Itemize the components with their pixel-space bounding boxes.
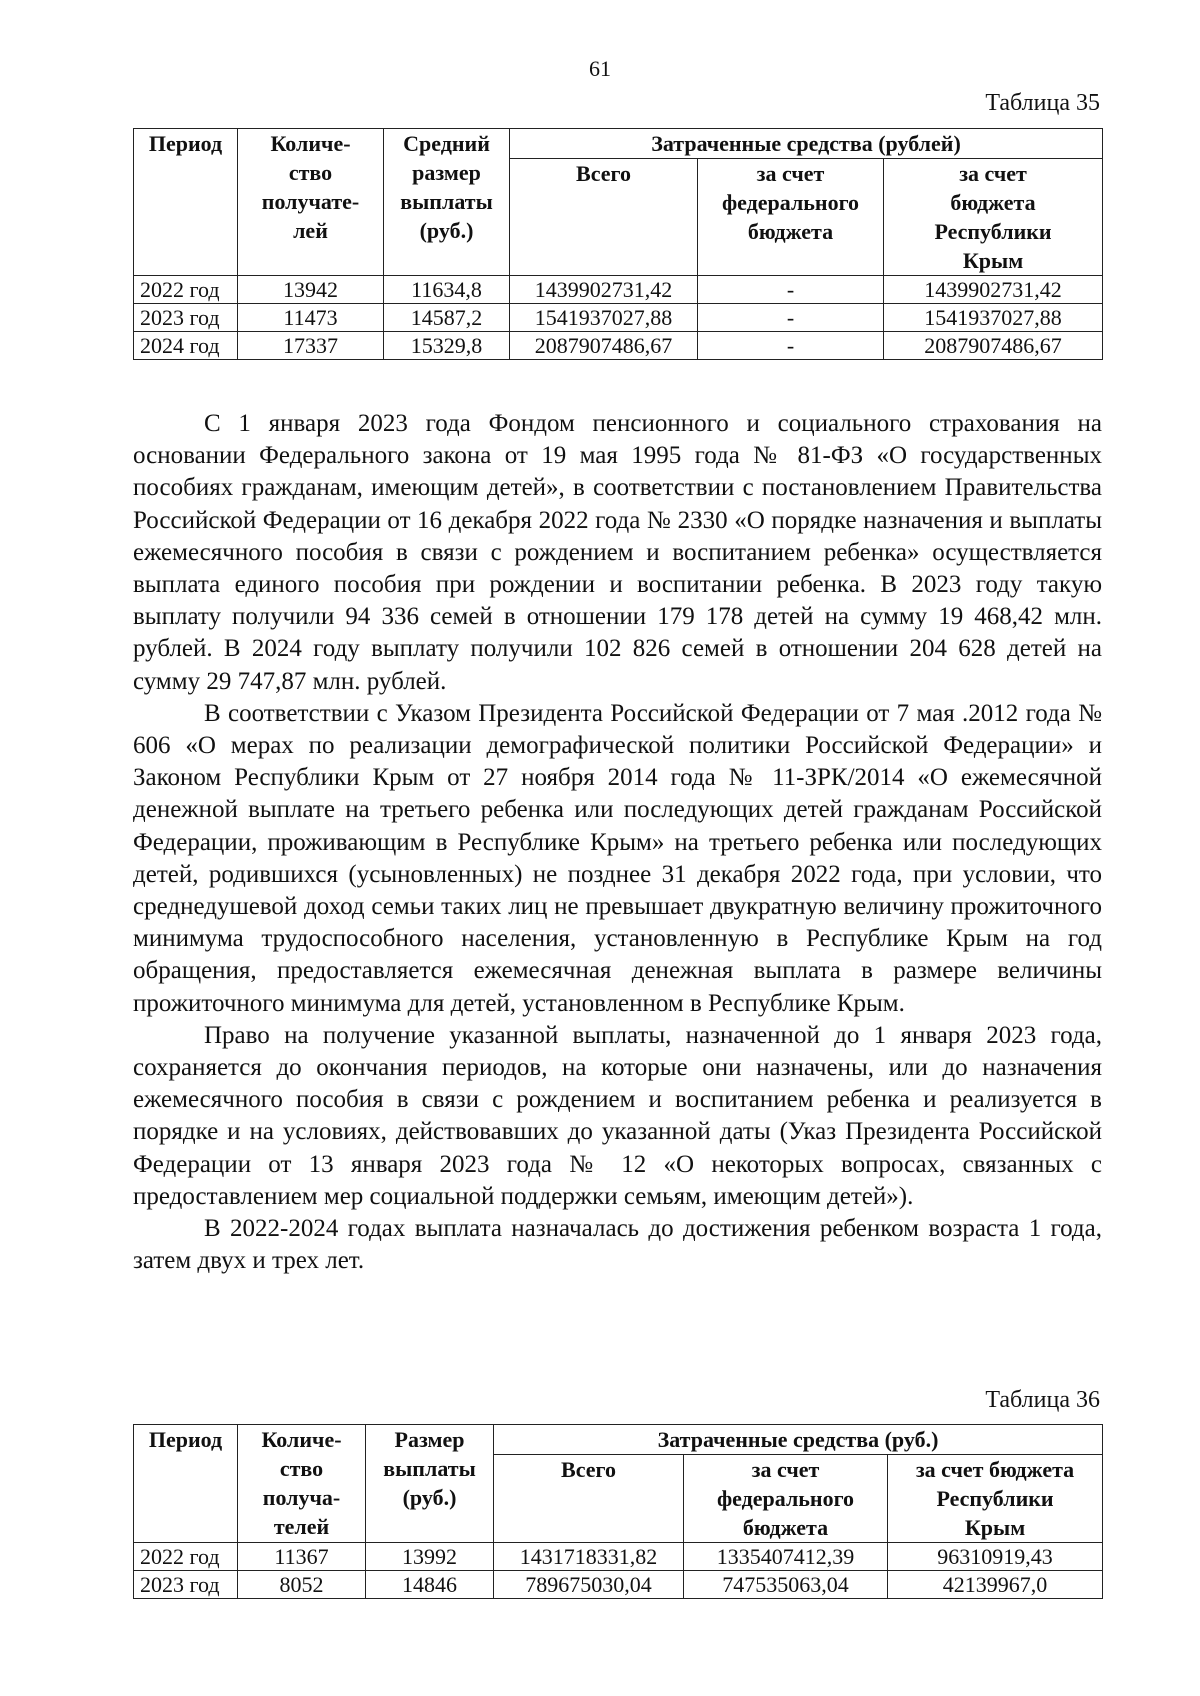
paragraph: В соответствии с Указом Президента Российской Федерации от 7 мая .2012 года № 606 «О мерах по реализации демографической политики Российской Федерации» и Законом Республики Крым от 27 ноября 2014 года № 11-ЗРК/2014 «О ежемесячной денежной выплате на третьего ребенка или последующих детей гражданам Российской Федерации, проживающим в Республике Крым» на третьего ребенка или последующих детей, родившихся (усыновленных) не позднее 31 декабря 2022 года, при условии, что среднедушевой доход семьи таких лиц не превышает двукратную величину прожиточного минимума трудоспособного населения, установленную в Республике Крым на год обращения, предоставляется ежемесячная денежная выплата в размере величины прожиточного минимума для детей, установленном в Республике Крым. <box>133 699 1102 1017</box>
cell-count: 11367 <box>238 1543 366 1571</box>
header-spent-funds: Затраченные средства (руб.) <box>494 1425 1103 1455</box>
cell-regional: 1439902731,42 <box>884 276 1103 304</box>
paragraph: Право на получение указанной выплаты, назначенной до 1 января 2023 года, сохраняется до окончания периодов, на которые они назначены, или до назначения ежемесячного пособия в связи с рождением и воспитанием ребенка и реализуется в порядке и на условиях, действовавших до указанной даты (Указ Президента Российской Федерации от 13 января 2023 года № 12 «О некоторых вопросах, связанных с предоставлением мер социальной поддержки семьям, имеющим детей»). <box>133 1021 1102 1210</box>
cell-regional: 96310919,43 <box>888 1543 1103 1571</box>
table-row <box>134 276 1103 304</box>
cell-federal: 747535063,04 <box>684 1571 888 1599</box>
header-total: Всего <box>494 1455 684 1543</box>
cell-regional: 42139967,0 <box>888 1571 1103 1599</box>
header-payment-size: Размер выплаты (руб.) <box>366 1425 494 1543</box>
table-36-label: Таблица 36 <box>985 1387 1100 1413</box>
header-federal-budget: за счет федерального бюджета <box>698 159 884 276</box>
cell-average: 11634,8 <box>384 276 510 304</box>
table-36 <box>133 1424 1103 1599</box>
cell-period: 2024 год <box>134 332 238 360</box>
cell-total: 2087907486,67 <box>510 332 698 360</box>
header-federal-budget: за счет федерального бюджета <box>684 1455 888 1543</box>
table-row <box>134 304 1103 332</box>
table-row <box>134 1543 1103 1571</box>
cell-period: 2023 год <box>134 304 238 332</box>
page-number: 61 <box>589 56 611 81</box>
table-row <box>134 332 1103 360</box>
body-text <box>133 408 1102 1277</box>
header-recipients-count: Количе- ство получате- лей <box>238 129 384 276</box>
table-35-label: Таблица 35 <box>985 90 1100 116</box>
cell-total: 1439902731,42 <box>510 276 698 304</box>
header-total: Всего <box>510 159 698 276</box>
cell-count: 8052 <box>238 1571 366 1599</box>
header-regional-budget: за счет бюджета Республики Крым <box>888 1455 1103 1543</box>
cell-total: 1541937027,88 <box>510 304 698 332</box>
cell-federal: 1335407412,39 <box>684 1543 888 1571</box>
cell-average: 15329,8 <box>384 332 510 360</box>
table-row <box>134 1571 1103 1599</box>
cell-period: 2023 год <box>134 1571 238 1599</box>
paragraph: С 1 января 2023 года Фондом пенсионного и социального страхования на основании Федерального закона от 19 мая 1995 года № 81-ФЗ «О государственных пособиях гражданам, имеющим детей», в соответствии с постановлением Правительства Российской Федерации от 16 декабря 2022 года № 2330 «О порядке назначения и выплаты ежемесячного пособия в связи с рождением и воспитанием ребенка» осуществляется выплата единого пособия при рождении и воспитании ребенка. В 2023 году такую выплату получили 94 336 семей в отношении 179 178 детей на сумму 19 468,42 млн. рублей. В 2024 году выплату получили 102 826 семей в отношении 204 628 детей на сумму 29 747,87 млн. рублей. <box>133 410 1102 695</box>
cell-period: 2022 год <box>134 1543 238 1571</box>
cell-regional: 2087907486,67 <box>884 332 1103 360</box>
header-period: Период <box>134 129 238 276</box>
table-35 <box>133 128 1103 360</box>
cell-federal: - <box>698 332 884 360</box>
cell-federal: - <box>698 304 884 332</box>
cell-count: 11473 <box>238 304 384 332</box>
cell-average: 14587,2 <box>384 304 510 332</box>
cell-regional: 1541937027,88 <box>884 304 1103 332</box>
cell-total: 1431718331,82 <box>494 1543 684 1571</box>
cell-payment: 14846 <box>366 1571 494 1599</box>
cell-period: 2022 год <box>134 276 238 304</box>
cell-count: 13942 <box>238 276 384 304</box>
header-period: Период <box>134 1425 238 1543</box>
header-recipients-count: Количе- ство получа- телей <box>238 1425 366 1543</box>
header-average-payment: Средний размер выплаты (руб.) <box>384 129 510 276</box>
cell-total: 789675030,04 <box>494 1571 684 1599</box>
cell-federal: - <box>698 276 884 304</box>
cell-payment: 13992 <box>366 1543 494 1571</box>
paragraph: В 2022-2024 годах выплата назначалась до достижения ребенком возраста 1 года, затем двух и трех лет. <box>133 1215 1102 1275</box>
header-regional-budget: за счет бюджета Республики Крым <box>884 159 1103 276</box>
cell-count: 17337 <box>238 332 384 360</box>
header-spent-funds: Затраченные средства (рублей) <box>510 129 1103 159</box>
